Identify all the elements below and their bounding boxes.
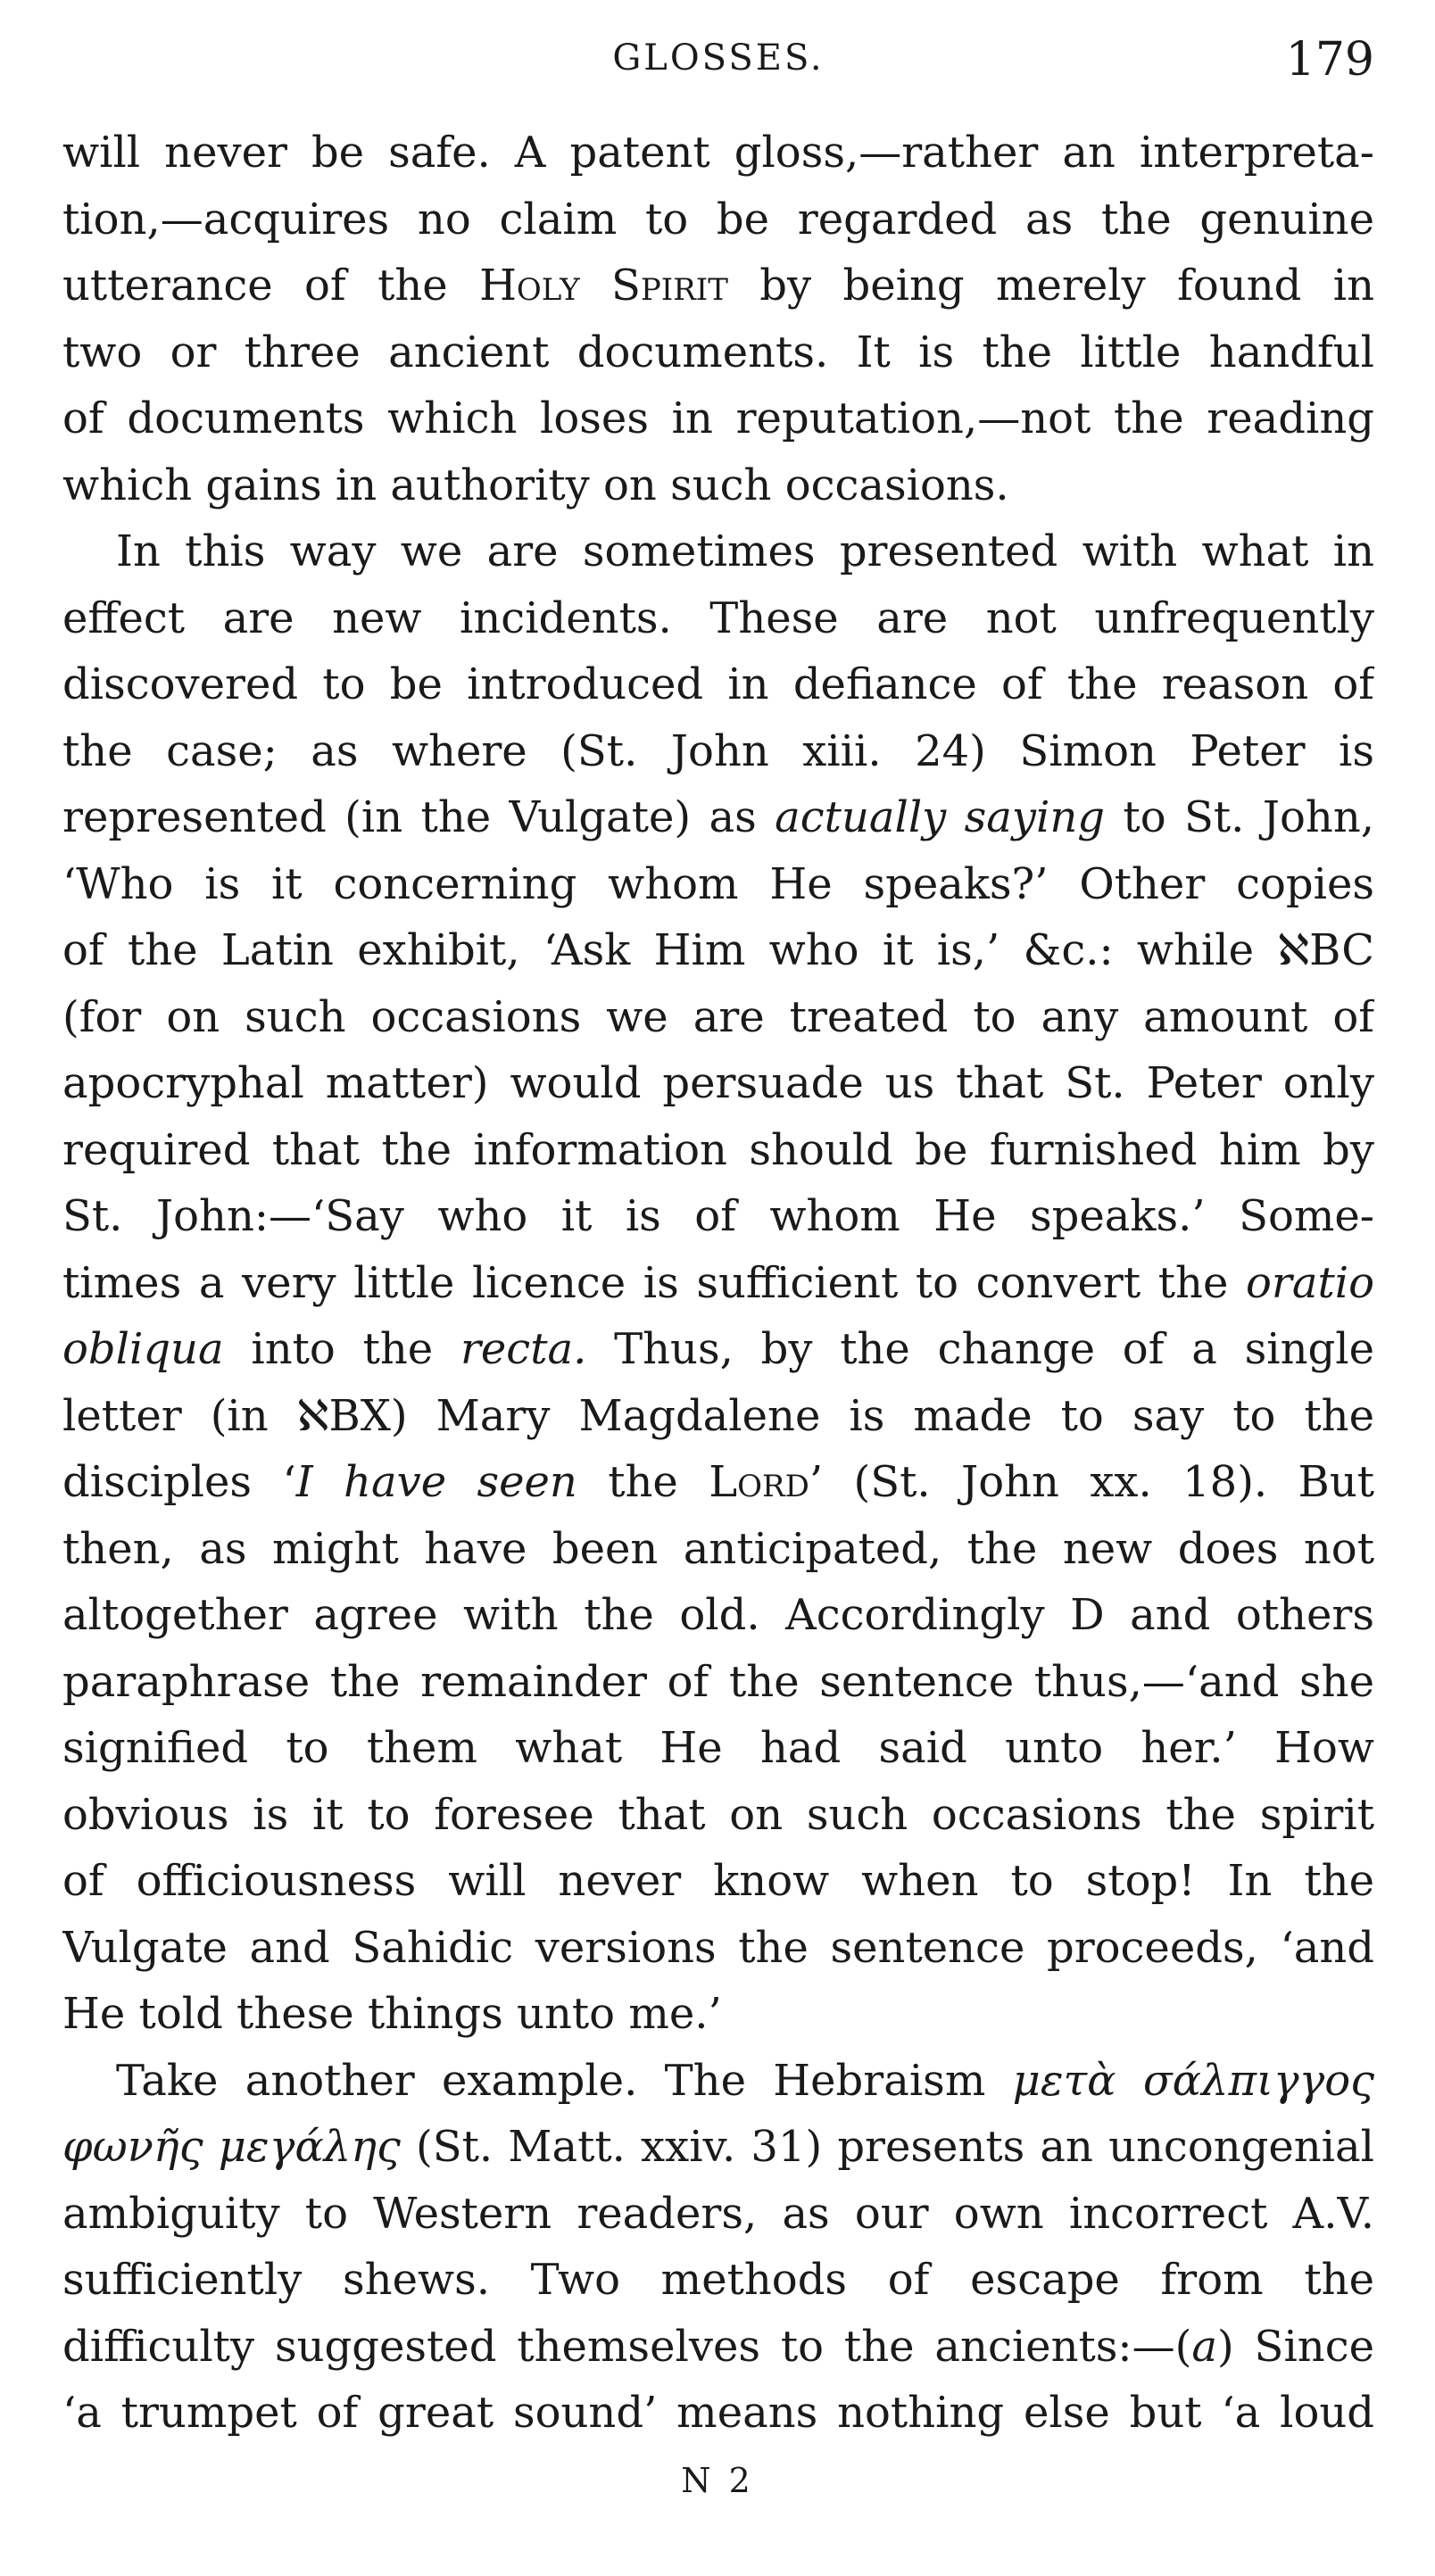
text-line: apocryphal matter) would persuade us that St. Peter only (62, 1058, 1374, 1108)
text-line: required that the information should be furnished him by (62, 1124, 1374, 1175)
italic-text: I have seen (295, 1457, 577, 1507)
italic-text: a (1191, 2321, 1217, 2372)
text-line: times a very little licence is sufficient to convert the oratio (62, 1257, 1374, 1308)
small-caps-text: Holy Spirit (479, 261, 728, 311)
text-line: the case; as where (St. John xiii. 24) Simon Peter is (62, 725, 1374, 776)
text-line: of documents which loses in reputation,—not the reading (62, 393, 1374, 443)
text-line: effect are new incidents. These are not unfrequently (62, 592, 1374, 643)
running-head: GLOSSES. (612, 37, 825, 79)
text-line: St. John:—‘Say who it is of whom He speaks.’ Some- (62, 1191, 1374, 1241)
signature-mark: N 2 (681, 2461, 754, 2500)
text-line: will never be safe. A patent gloss,—rather an interpreta- (62, 128, 1374, 178)
text-line: ‘a trumpet of great sound’ means nothing else but ‘a loud (62, 2388, 1374, 2438)
text-line: letter (in ℵBX) Mary Magdalene is made to say to the (62, 1390, 1374, 1441)
page-header (62, 27, 1374, 89)
text-line: signified to them what He had said unto her.’ How (62, 1723, 1374, 1773)
text-line: ‘Who is it concerning whom He speaks?’ Other copies (62, 858, 1374, 909)
text-line: He told these things unto me.’ (62, 1989, 722, 2039)
text-line: utterance of the Holy Spirit by being merely found in (62, 261, 1374, 311)
text-line: paraphrase the remainder of the sentence thus,—‘and she (62, 1656, 1374, 1707)
text-line: In this way we are sometimes presented with what in (116, 526, 1374, 576)
text-line: of the Latin exhibit, ‘Ask Him who it is,’ &c.: while ℵBC (62, 925, 1374, 975)
text-line: altogether agree with the old. Accordingly D and others (62, 1590, 1374, 1640)
text-line: two or three ancient documents. It is the little handful (62, 327, 1374, 377)
text-line: disciples ‘I have seen the Lord’ (St. John xx. 18). But (62, 1457, 1374, 1507)
text-line: difficulty suggested themselves to the ancients:—(a) Since (62, 2321, 1374, 2372)
text-line: Take another example. The Hebraism μετὰ σάλπιγγος (116, 2055, 1374, 2106)
text-line: (for on such occasions we are treated to any amount of (62, 991, 1374, 1042)
text-line: of officiousness will never know when to stop! In the (62, 1856, 1374, 1906)
greek-text: μετὰ σάλπιγγος (1012, 2055, 1374, 2106)
italic-text: obliqua (62, 1324, 224, 1374)
text-line: sufficiently shews. Two methods of escape from the (62, 2255, 1374, 2305)
text-line: φωνῆς μεγάλης (St. Matt. xxiv. 31) presents an uncongenial (62, 2122, 1374, 2172)
italic-text: oratio (1246, 1257, 1374, 1308)
greek-text: φωνῆς μεγάλης (62, 2122, 401, 2172)
italic-text: recta. (460, 1324, 587, 1374)
text-line: represented (in the Vulgate) as actually saying to St. John, (62, 792, 1374, 842)
body-text (62, 120, 1374, 2447)
text-line: then, as might have been anticipated, the new does not (62, 1523, 1374, 1574)
text-line: which gains in authority on such occasions. (62, 460, 1009, 510)
text-line: ambiguity to Western readers, as our own incorrect A.V. (62, 2188, 1374, 2239)
small-caps-text: Lord (709, 1457, 809, 1507)
text-line: tion,—acquires no claim to be regarded as the genuine (62, 194, 1374, 244)
text-line: obliqua into the recta. Thus, by the change of a single (62, 1324, 1374, 1374)
text-line: discovered to be introduced in defiance of the reason of (62, 659, 1374, 709)
text-line: obvious is it to foresee that on such occasions the spirit (62, 1789, 1374, 1840)
text-line: Vulgate and Sahidic versions the sentence proceeds, ‘and (62, 1922, 1374, 1973)
italic-text: actually saying (775, 792, 1106, 842)
page-number: 179 (1285, 33, 1374, 87)
